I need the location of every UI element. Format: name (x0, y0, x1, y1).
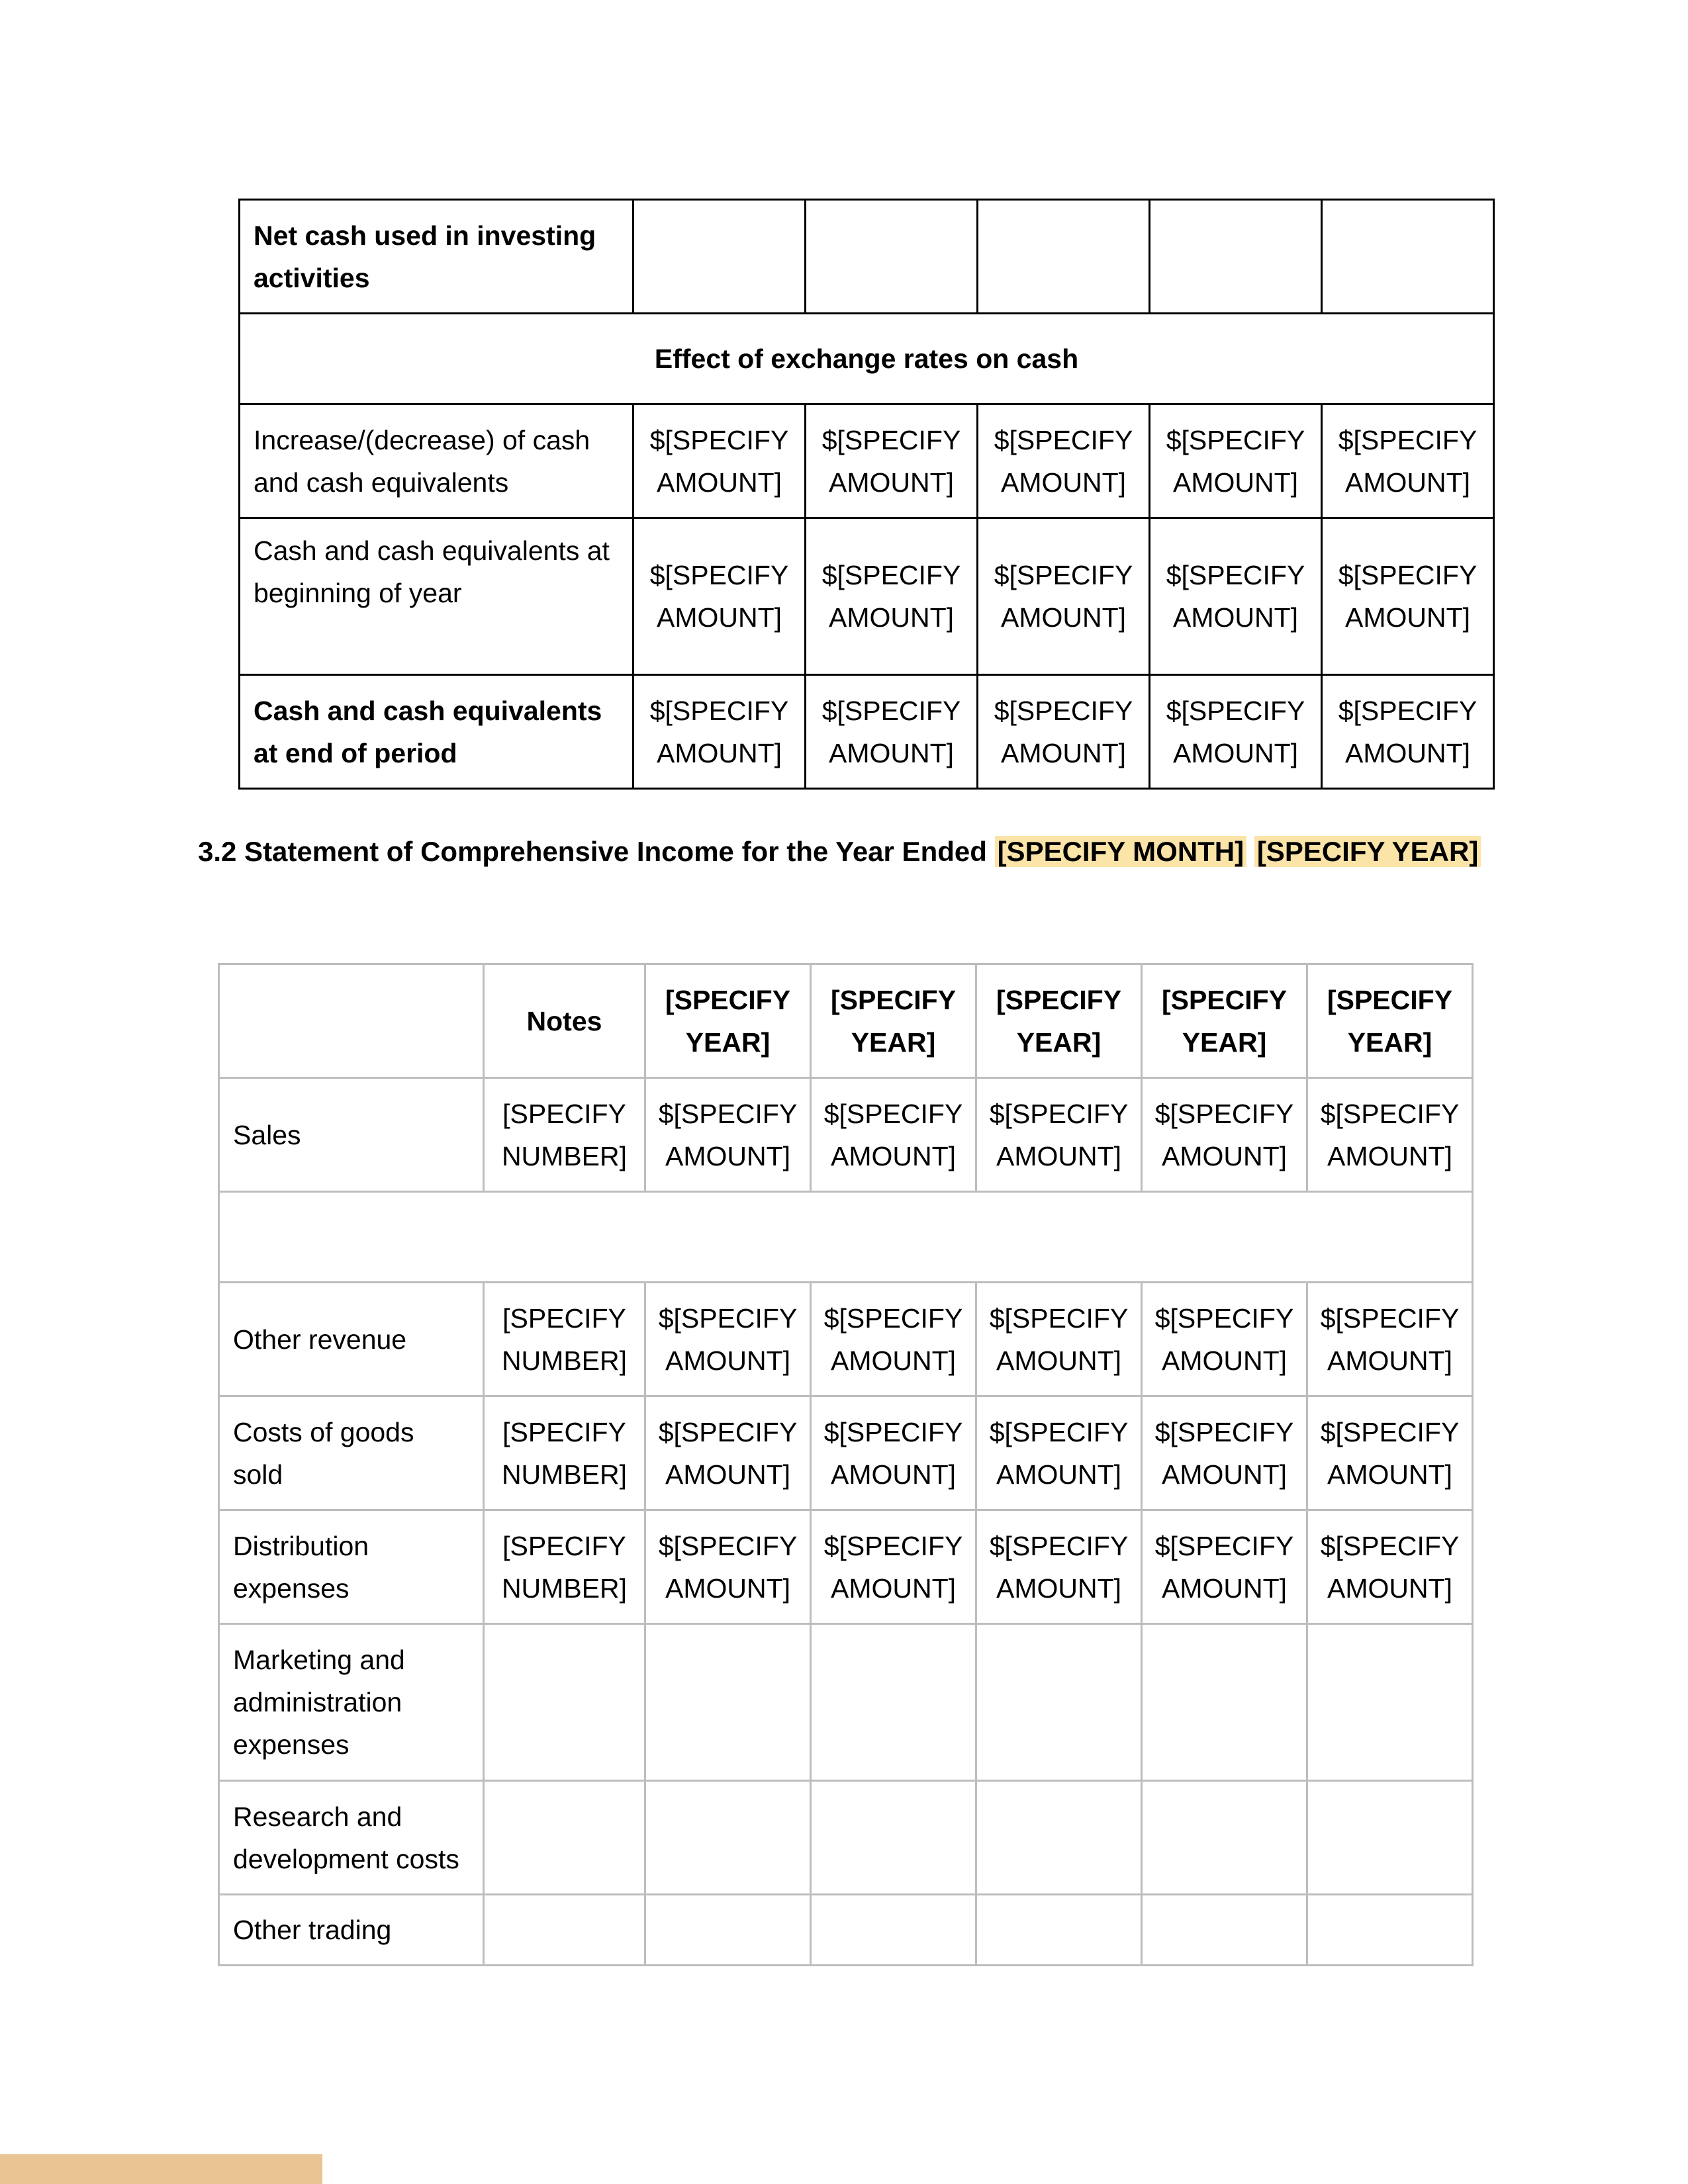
row-label: Other revenue (219, 1283, 484, 1396)
table-row (219, 1781, 1473, 1895)
amount-cell: $[SPECIFY AMOUNT] (978, 518, 1150, 675)
table-row (219, 1895, 1473, 1966)
amount-cell: $[SPECIFY AMOUNT] (978, 404, 1150, 518)
amount-cell: $[SPECIFY AMOUNT] (633, 675, 806, 789)
table-row (219, 1396, 1473, 1510)
empty-cell (811, 1895, 976, 1966)
empty-cell (1322, 200, 1494, 314)
table-row (219, 1078, 1473, 1192)
amount-cell: $[SPECIFY AMOUNT] (806, 675, 978, 789)
empty-cell (484, 1895, 645, 1966)
income-table (218, 963, 1474, 1966)
empty-cell (645, 1781, 811, 1895)
row-label: Increase/(decrease) of cash and cash equivalents (240, 404, 633, 518)
amount-cell: $[SPECIFY AMOUNT] (645, 1396, 811, 1510)
empty-cell (219, 1192, 1473, 1283)
empty-cell (1150, 200, 1322, 314)
amount-cell: $[SPECIFY AMOUNT] (633, 404, 806, 518)
amount-cell: $[SPECIFY AMOUNT] (645, 1510, 811, 1624)
table-row (240, 404, 1494, 518)
empty-cell (484, 1624, 645, 1781)
table-row (219, 1283, 1473, 1396)
amount-cell: $[SPECIFY AMOUNT] (645, 1283, 811, 1396)
empty-cell (976, 1895, 1142, 1966)
empty-cell (484, 1781, 645, 1895)
footer-accent-bar (0, 2154, 322, 2184)
amount-cell: $[SPECIFY AMOUNT] (811, 1283, 976, 1396)
empty-cell (1142, 1781, 1307, 1895)
amount-cell: $[SPECIFY AMOUNT] (1150, 404, 1322, 518)
empty-cell (811, 1781, 976, 1895)
empty-cell (645, 1624, 811, 1781)
column-header-year: [SPECIFY YEAR] (811, 964, 976, 1078)
amount-cell: $[SPECIFY AMOUNT] (1307, 1283, 1473, 1396)
row-label: Marketing and administration expenses (219, 1624, 484, 1781)
amount-cell: $[SPECIFY AMOUNT] (1142, 1396, 1307, 1510)
note-cell: [SPECIFY NUMBER] (484, 1510, 645, 1624)
heading-text: 3.2 Statement of Comprehensive Income for the Year Ended (198, 836, 995, 867)
amount-cell: $[SPECIFY AMOUNT] (633, 518, 806, 675)
row-label: Other trading (219, 1895, 484, 1966)
empty-cell (645, 1895, 811, 1966)
table-row (240, 518, 1494, 675)
row-label: Cash and cash equivalents at end of period (240, 675, 633, 789)
amount-cell: $[SPECIFY AMOUNT] (1142, 1078, 1307, 1192)
table-row (240, 200, 1494, 314)
amount-cell: $[SPECIFY AMOUNT] (645, 1078, 811, 1192)
table-row (240, 675, 1494, 789)
empty-cell (976, 1781, 1142, 1895)
empty-cell (978, 200, 1150, 314)
amount-cell: $[SPECIFY AMOUNT] (978, 675, 1150, 789)
row-label: Cash and cash equivalents at beginning of year (240, 518, 633, 675)
empty-cell (1307, 1781, 1473, 1895)
cash-flow-table (238, 199, 1495, 790)
empty-cell (1307, 1895, 1473, 1966)
amount-cell: $[SPECIFY AMOUNT] (1150, 675, 1322, 789)
amount-cell: $[SPECIFY AMOUNT] (806, 518, 978, 675)
amount-cell: $[SPECIFY AMOUNT] (1307, 1396, 1473, 1510)
empty-cell (1142, 1895, 1307, 1966)
table-row (219, 1510, 1473, 1624)
column-header-year: [SPECIFY YEAR] (645, 964, 811, 1078)
note-cell: [SPECIFY NUMBER] (484, 1283, 645, 1396)
table-header-row (219, 964, 1473, 1078)
empty-cell (633, 200, 806, 314)
empty-cell (806, 200, 978, 314)
row-label: Research and development costs (219, 1781, 484, 1895)
amount-cell: $[SPECIFY AMOUNT] (976, 1283, 1142, 1396)
amount-cell: $[SPECIFY AMOUNT] (1142, 1510, 1307, 1624)
month-placeholder: [SPECIFY MONTH] (995, 836, 1247, 867)
amount-cell: $[SPECIFY AMOUNT] (811, 1396, 976, 1510)
amount-cell: $[SPECIFY AMOUNT] (976, 1510, 1142, 1624)
amount-cell: $[SPECIFY AMOUNT] (1322, 675, 1494, 789)
empty-cell (976, 1624, 1142, 1781)
empty-cell (1142, 1624, 1307, 1781)
column-header-year: [SPECIFY YEAR] (1142, 964, 1307, 1078)
note-cell: [SPECIFY NUMBER] (484, 1078, 645, 1192)
amount-cell: $[SPECIFY AMOUNT] (1307, 1078, 1473, 1192)
amount-cell: $[SPECIFY AMOUNT] (1322, 518, 1494, 675)
amount-cell: $[SPECIFY AMOUNT] (1142, 1283, 1307, 1396)
empty-cell (219, 964, 484, 1078)
amount-cell: $[SPECIFY AMOUNT] (976, 1396, 1142, 1510)
section-header: Effect of exchange rates on cash (240, 314, 1494, 404)
amount-cell: $[SPECIFY AMOUNT] (1307, 1510, 1473, 1624)
column-header-year: [SPECIFY YEAR] (1307, 964, 1473, 1078)
table-row (219, 1624, 1473, 1781)
empty-cell (811, 1624, 976, 1781)
amount-cell: $[SPECIFY AMOUNT] (806, 404, 978, 518)
empty-cell (1307, 1624, 1473, 1781)
amount-cell: $[SPECIFY AMOUNT] (811, 1510, 976, 1624)
section-heading (198, 831, 1481, 873)
note-cell: [SPECIFY NUMBER] (484, 1396, 645, 1510)
column-header-year: [SPECIFY YEAR] (976, 964, 1142, 1078)
net-investing-label: Net cash used in investing activities (240, 200, 633, 314)
column-header-notes: Notes (484, 964, 645, 1078)
year-placeholder: [SPECIFY YEAR] (1254, 836, 1481, 867)
row-label: Distribution expenses (219, 1510, 484, 1624)
amount-cell: $[SPECIFY AMOUNT] (1150, 518, 1322, 675)
spacer-row (219, 1192, 1473, 1283)
table-row (240, 314, 1494, 404)
amount-cell: $[SPECIFY AMOUNT] (976, 1078, 1142, 1192)
amount-cell: $[SPECIFY AMOUNT] (811, 1078, 976, 1192)
row-label: Sales (219, 1078, 484, 1192)
row-label: Costs of goods sold (219, 1396, 484, 1510)
amount-cell: $[SPECIFY AMOUNT] (1322, 404, 1494, 518)
